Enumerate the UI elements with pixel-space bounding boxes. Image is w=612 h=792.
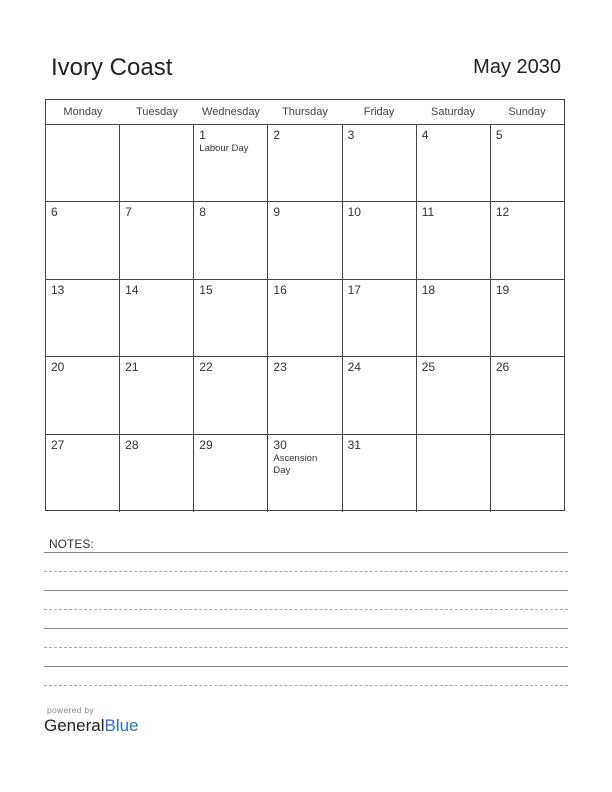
weekday-header-row <box>46 100 564 125</box>
day-number: 27 <box>51 437 65 452</box>
calendar-day-cell[interactable] <box>194 202 268 278</box>
day-number: 19 <box>495 282 510 297</box>
calendar-day-cell[interactable] <box>46 435 120 512</box>
day-number: 10 <box>347 205 361 220</box>
day-number: 1 <box>199 128 206 142</box>
calendar-week-row <box>46 202 564 279</box>
calendar-day-cell[interactable] <box>343 435 417 512</box>
calendar-day-cell[interactable] <box>343 202 417 278</box>
calendar-day-cell[interactable] <box>194 357 268 433</box>
weekday-header: Thursday <box>282 106 328 118</box>
notes-label: NOTES: <box>49 537 94 551</box>
notes-line <box>44 609 568 610</box>
day-number: 26 <box>495 360 510 375</box>
powered-by-label: powered by <box>47 705 94 715</box>
day-number: 28 <box>125 437 139 452</box>
day-number: 13 <box>51 282 65 297</box>
calendar-day-cell[interactable] <box>120 357 194 433</box>
calendar-day-cell[interactable] <box>343 357 417 433</box>
calendar-day-cell[interactable] <box>194 280 268 356</box>
calendar-day-cell[interactable] <box>120 125 194 201</box>
calendar-day-cell[interactable] <box>46 357 120 433</box>
calendar-week-row <box>46 125 564 202</box>
notes-line <box>44 552 568 553</box>
day-number: 9 <box>273 205 281 220</box>
day-number: 3 <box>347 128 355 142</box>
day-number: 23 <box>273 360 287 375</box>
calendar-day-cell[interactable] <box>491 435 564 512</box>
weekday-header: Sunday <box>508 106 546 118</box>
day-number: 8 <box>199 205 206 220</box>
calendar-week-row <box>46 357 564 434</box>
notes-line <box>44 685 568 686</box>
day-number: 5 <box>495 128 503 142</box>
day-number: 30 <box>273 437 287 452</box>
day-number: 2 <box>273 128 281 142</box>
weekday-header: Monday <box>63 106 103 118</box>
calendar-day-cell[interactable] <box>46 280 120 356</box>
day-number: 16 <box>273 282 287 297</box>
day-number: 24 <box>347 360 361 375</box>
calendar-day-cell[interactable] <box>268 435 342 512</box>
day-number: 12 <box>495 205 510 220</box>
day-number: 17 <box>347 282 361 297</box>
calendar-country-title: Ivory Coast <box>51 54 173 81</box>
calendar-day-cell[interactable] <box>268 125 342 201</box>
calendar-week-row <box>46 435 564 512</box>
calendar-day-cell[interactable] <box>46 202 120 278</box>
calendar-day-cell[interactable] <box>417 280 491 356</box>
day-number: 6 <box>51 205 58 220</box>
day-number: 15 <box>199 282 213 297</box>
day-number: 11 <box>421 205 435 220</box>
day-number: 25 <box>421 360 436 375</box>
calendar-day-cell[interactable] <box>268 202 342 278</box>
generalblue-logo[interactable] <box>44 716 139 736</box>
calendar-day-cell[interactable] <box>491 202 564 278</box>
calendar-day-cell[interactable] <box>417 357 491 433</box>
calendar-week-row <box>46 280 564 357</box>
brand-general: General <box>44 716 105 735</box>
calendar-day-cell[interactable] <box>268 357 342 433</box>
calendar-day-cell[interactable] <box>491 280 564 356</box>
brand-blue: Blue <box>104 716 139 735</box>
calendar-day-cell[interactable] <box>343 280 417 356</box>
calendar-day-cell[interactable] <box>417 125 491 201</box>
calendar-day-cell[interactable] <box>491 125 564 201</box>
day-number: 18 <box>421 282 436 297</box>
notes-line <box>44 666 568 667</box>
weekday-header: Saturday <box>430 106 476 118</box>
holiday-label: Labour Day <box>199 143 249 154</box>
day-number: 4 <box>421 128 429 142</box>
calendar-day-cell[interactable] <box>46 125 120 201</box>
weekday-header: Wednesday <box>202 106 260 118</box>
calendar-day-cell[interactable] <box>120 202 194 278</box>
notes-line <box>44 628 568 629</box>
notes-line <box>44 647 568 648</box>
calendar-day-cell[interactable] <box>491 357 564 433</box>
day-number: 7 <box>125 205 132 220</box>
day-number: 29 <box>199 437 213 452</box>
calendar-grid <box>45 99 565 511</box>
weekday-header: Tuesday <box>136 106 178 118</box>
notes-line <box>44 590 568 591</box>
calendar-day-cell[interactable] <box>417 202 491 278</box>
day-number: 14 <box>125 282 139 297</box>
holiday-label: Ascension Day <box>273 452 318 476</box>
calendar-day-cell[interactable] <box>194 125 268 201</box>
day-number: 22 <box>199 360 213 375</box>
calendar-day-cell[interactable] <box>343 125 417 201</box>
calendar-day-cell[interactable] <box>194 435 268 512</box>
day-number: 21 <box>125 360 139 375</box>
calendar-day-cell[interactable] <box>268 280 342 356</box>
calendar-day-cell[interactable] <box>120 435 194 512</box>
calendar-day-cell[interactable] <box>417 435 491 512</box>
notes-line <box>44 571 568 572</box>
weekday-header: Friday <box>363 106 395 118</box>
calendar-day-cell[interactable] <box>120 280 194 356</box>
calendar-month-title: May 2030 <box>473 56 561 78</box>
day-number: 31 <box>347 437 361 452</box>
day-number: 20 <box>51 360 65 375</box>
